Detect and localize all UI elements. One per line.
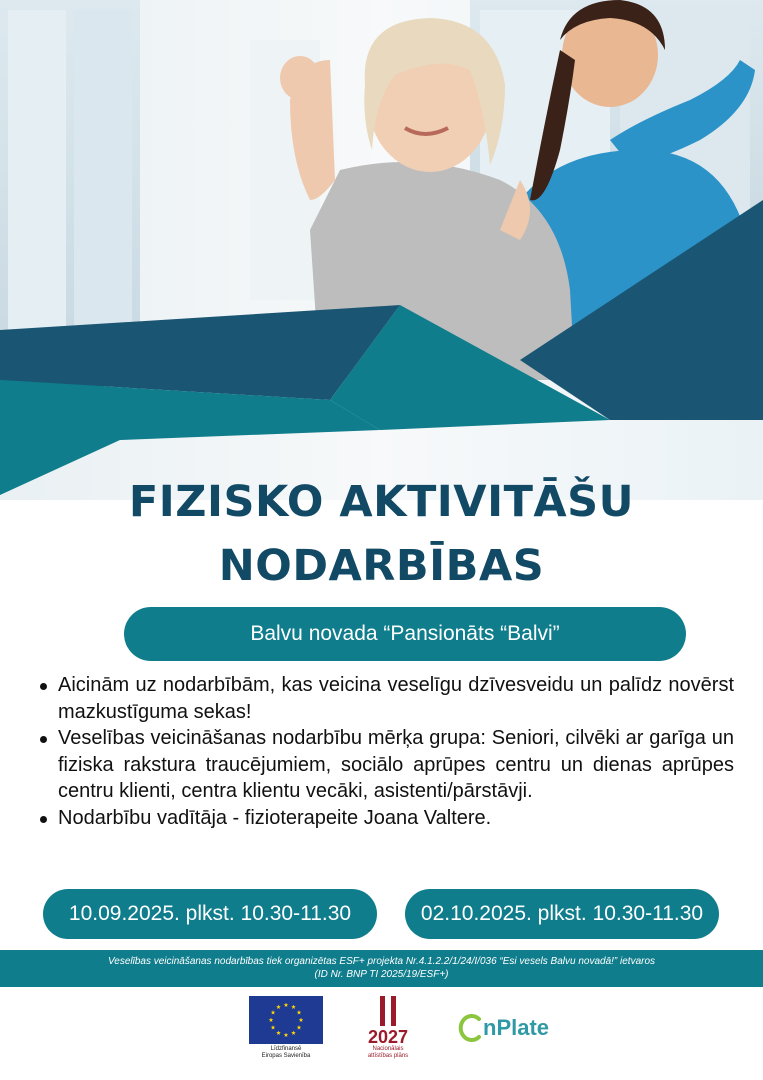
title-line-2: NODARBĪBAS [218, 541, 545, 591]
list-item: Nodarbību vadītāja - fizioterapeite Joana Valtere. [36, 805, 734, 832]
eu-caption [249, 1046, 323, 1060]
hero-photo [0, 0, 763, 500]
nap-year: 2027 [367, 1027, 409, 1047]
eu-caption-line-2: Eiropas Savienība [261, 1053, 311, 1059]
venue-badge: Balvu novada “Pansionāts “Balvi” [124, 607, 686, 661]
onplate-logo [457, 1010, 549, 1046]
list-item: Aicinām uz nodarbībām, kas veicina veselīgu dzīvesveidu un palīdz novērst mazkustīguma sekas! [36, 672, 734, 725]
eu-flag-icon [249, 996, 323, 1044]
info-list [36, 672, 734, 831]
hero-illustration [0, 0, 763, 500]
funding-note [0, 950, 763, 987]
nap-caption [352, 1046, 424, 1060]
eu-caption-line-1: Līdzfinansē [270, 1046, 302, 1052]
funding-note-line-2: (ID Nr. BNP TI 2025/19/ESF+) [314, 969, 449, 980]
nap-logo [352, 994, 424, 1068]
onplate-c-icon [457, 1013, 483, 1043]
nap-2027-mark-icon [373, 994, 403, 1028]
title-line-1: FIZISKO AKTIVITĀŠU [128, 477, 635, 527]
nap-caption-line-1: Nacionālais [372, 1046, 404, 1052]
nap-caption-line-2: attīstības plāns [367, 1053, 409, 1059]
window-pane [74, 10, 132, 340]
date-badge-1: 10.09.2025. plkst. 10.30-11.30 [43, 889, 377, 939]
onplate-wordmark: nPlate [483, 1015, 550, 1040]
window-pane [8, 10, 66, 340]
eu-logo [249, 996, 323, 1066]
funding-note-line-1: Veselības veicināšanas nodarbības tiek organizētas ESF+ projekta Nr.4.1.2.2/1/24/I/036 “Esi vesels Balvu novadā!” ietvaros [107, 956, 656, 967]
list-item: Veselības veicināšanas nodarbību mērķa grupa: Seniori, cilvēki ar garīga un fiziska rakstura traucējumiem, sociālo aprūpes centru un dienas aprūpes centru klienti, centra klientu vecāki, asistenti/pārstāvji. [36, 725, 734, 805]
date-badge-2: 02.10.2025. plkst. 10.30-11.30 [405, 889, 719, 939]
page-title [0, 470, 763, 598]
